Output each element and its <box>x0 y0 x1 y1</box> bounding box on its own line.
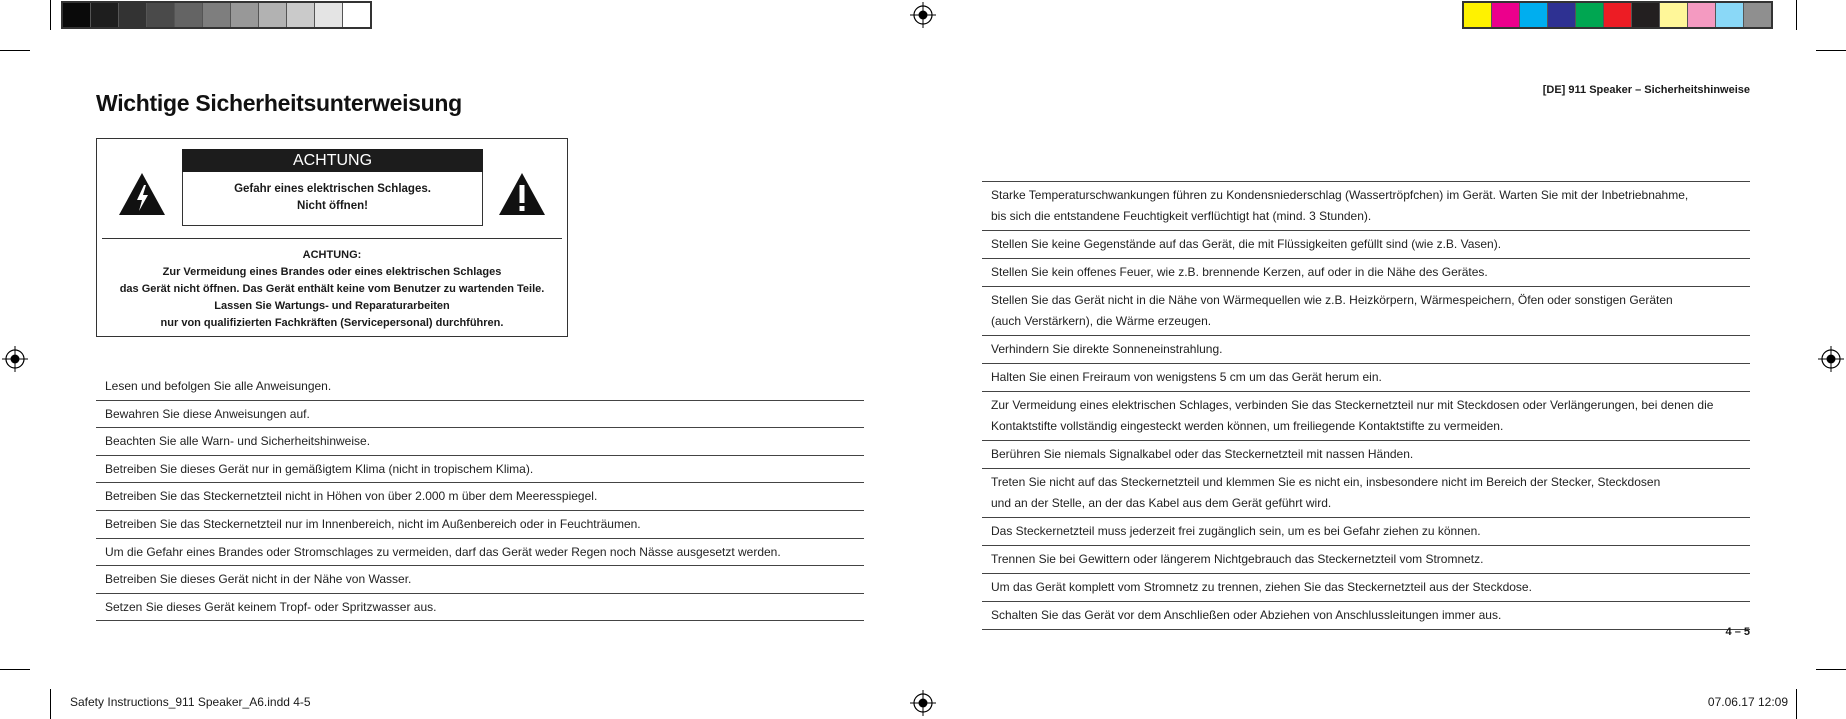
calibration-swatch <box>147 3 175 27</box>
registration-mark-icon <box>2 346 28 372</box>
list-item: Setzen Sie dieses Gerät keinem Tropf- oder Spritzwasser aus. <box>96 594 864 622</box>
calibration-swatch <box>1744 3 1771 27</box>
calibration-swatch <box>287 3 315 27</box>
crop-mark <box>0 50 30 51</box>
calibration-swatch <box>1520 3 1548 27</box>
calibration-swatch <box>1464 3 1492 27</box>
calibration-swatch <box>315 3 343 27</box>
calibration-swatch <box>1660 3 1688 27</box>
warning-box <box>96 138 568 337</box>
calibration-swatch <box>119 3 147 27</box>
list-item: Beachten Sie alle Warn- und Sicherheitshinweise. <box>96 428 864 456</box>
crop-mark <box>0 669 30 670</box>
crop-mark <box>1816 50 1846 51</box>
list-item: Stellen Sie keine Gegenstände auf das Gerät, die mit Flüssigkeiten gefüllt sind (wie z.B. Vasen). <box>982 231 1750 259</box>
page-number: 4 – 5 <box>1725 626 1750 638</box>
lightning-warning-icon <box>117 171 167 217</box>
crop-mark <box>1796 689 1797 719</box>
list-item: Verhindern Sie direkte Sonneneinstrahlung. <box>982 336 1750 364</box>
registration-mark-icon <box>910 2 936 28</box>
list-item: Bewahren Sie diese Anweisungen auf. <box>96 401 864 429</box>
calibration-swatch <box>1604 3 1632 27</box>
list-item: Betreiben Sie das Steckernetzteil nur im Innenbereich, nicht im Außenbereich oder in Feuchträumen. <box>96 511 864 539</box>
list-item: Berühren Sie niemals Signalkabel oder das Steckernetzteil mit nassen Händen. <box>982 441 1750 469</box>
warning-note: ACHTUNG: Zur Vermeidung eines Brandes oder eines elektrischen Schlages das Gerät nicht öffnen. Das Gerät enthält keine vom Benutzer zu wartenden Teile. Lassen Sie Wartungs- und Reparaturarbeiten nur von qualifizierten Fachkräften (Servicepersonal) durchführen. <box>119 249 545 329</box>
calibration-swatch <box>1548 3 1576 27</box>
calibration-swatch <box>1688 3 1716 27</box>
list-item: Betreiben Sie das Steckernetzteil nicht in Höhen von über 2.000 m über dem Meeresspiegel. <box>96 483 864 511</box>
list-item: Das Steckernetzteil muss jederzeit frei zugänglich sein, um es bei Gefahr ziehen zu können. <box>982 518 1750 546</box>
calibration-swatch <box>63 3 91 27</box>
list-item: Starke Temperaturschwankungen führen zu Kondensniederschlag (Wassertröpfchen) im Gerät. Warten Sie mit der Inbetriebnahme, bis sich die entstandene Feuchtigkeit verflüchtigt hat (mind. 3 Stunden). <box>982 182 1750 231</box>
list-item: Stellen Sie das Gerät nicht in die Nähe von Wärmequellen wie z.B. Heizkörpern, Wärmespeichern, Öfen oder sonstigen Geräten (auch Verstärkern), die Wärme erzeugen. <box>982 287 1750 336</box>
list-item: Lesen und befolgen Sie alle Anweisungen. <box>96 373 864 401</box>
color-calibration-bar <box>1462 1 1773 29</box>
calibration-swatch <box>259 3 287 27</box>
crop-mark <box>50 689 51 719</box>
list-item: Schalten Sie das Gerät vor dem Anschließen oder Abziehen von Anschlussleitungen immer aus. <box>982 602 1750 630</box>
crop-mark <box>1796 0 1797 30</box>
list-item: Trennen Sie bei Gewittern oder längerem Nichtgebrauch das Steckernetzteil vom Stromnetz. <box>982 546 1750 574</box>
slug-date: 07.06.17 12:09 <box>1707 695 1788 709</box>
calibration-swatch <box>203 3 231 27</box>
calibration-swatch <box>1492 3 1520 27</box>
running-head: [DE] 911 Speaker – Sicherheitshinweise <box>1542 84 1750 96</box>
calibration-swatch <box>1576 3 1604 27</box>
calibration-swatch <box>1716 3 1744 27</box>
crop-mark <box>50 0 51 30</box>
gray-calibration-bar <box>61 1 372 29</box>
list-item: Betreiben Sie dieses Gerät nur in gemäßigtem Klima (nicht in tropischem Klima). <box>96 456 864 484</box>
achtung-inner-text: Gefahr eines elektrischen Schlages. Nicht öffnen! <box>182 172 483 226</box>
warning-box-divider <box>102 238 562 239</box>
calibration-swatch <box>231 3 259 27</box>
registration-mark-icon <box>1818 346 1844 372</box>
right-instruction-list <box>982 181 1750 630</box>
list-item: Zur Vermeidung eines elektrischen Schlages, verbinden Sie das Steckernetzteil nur mit Steckdosen oder Verlängerungen, bei denen die Kontaktstifte vollständig eingesteckt werden können, um freiliegende Kontaktstifte zu vermeiden. <box>982 392 1750 441</box>
list-item: Um das Gerät komplett vom Stromnetz zu trennen, ziehen Sie das Steckernetzteil aus der Steckdose. <box>982 574 1750 602</box>
left-instruction-list <box>96 373 864 621</box>
list-item: Um die Gefahr eines Brandes oder Stromschlages zu vermeiden, darf das Gerät weder Regen noch Nässe ausgesetzt werden. <box>96 539 864 567</box>
achtung-heading: ACHTUNG <box>182 149 483 172</box>
slug-filename: Safety Instructions_911 Speaker_A6.indd 4-5 <box>70 695 311 709</box>
list-item: Betreiben Sie dieses Gerät nicht in der Nähe von Wasser. <box>96 566 864 594</box>
exclamation-warning-icon <box>497 171 547 217</box>
list-item: Stellen Sie kein offenes Feuer, wie z.B. brennende Kerzen, auf oder in die Nähe des Gerätes. <box>982 259 1750 287</box>
calibration-swatch <box>1632 3 1660 27</box>
page-title: Wichtige Sicherheitsunterweisung <box>96 90 462 116</box>
list-item: Halten Sie einen Freiraum von wenigstens 5 cm um das Gerät herum ein. <box>982 364 1750 392</box>
calibration-swatch <box>175 3 203 27</box>
registration-mark-icon <box>910 690 936 716</box>
calibration-swatch <box>343 3 370 27</box>
crop-mark <box>1816 669 1846 670</box>
list-item: Treten Sie nicht auf das Steckernetzteil und klemmen Sie es nicht ein, insbesondere nicht im Bereich der Stecker, Steckdosen und an der Stelle, an der das Kabel aus dem Gerät geführt wird. <box>982 469 1750 518</box>
calibration-swatch <box>91 3 119 27</box>
